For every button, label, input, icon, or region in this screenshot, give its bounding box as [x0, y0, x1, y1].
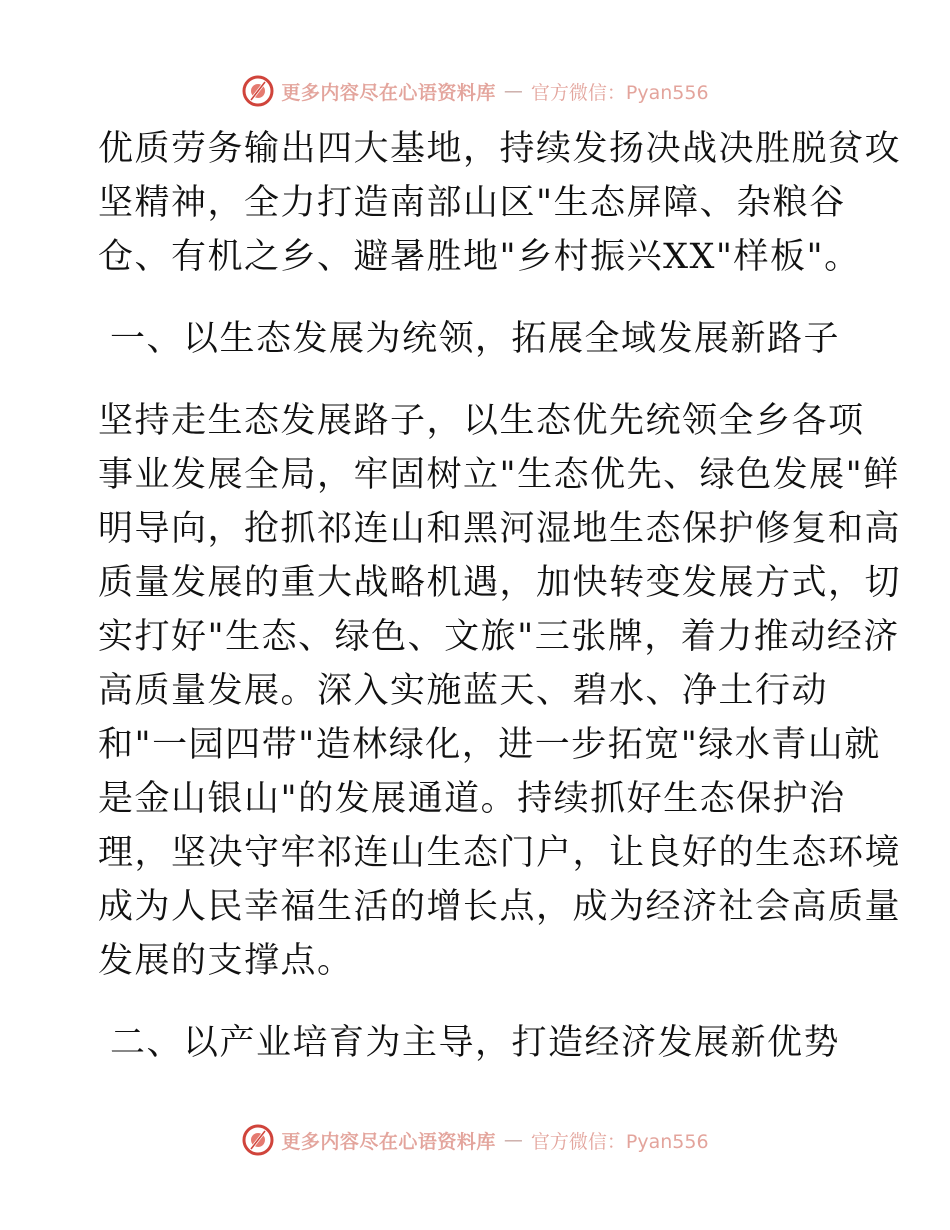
text-line: 实打好"生态、绿色、文旅"三张牌，着力推动经济 [98, 617, 900, 657]
footer-watermark [0, 1120, 950, 1160]
watermark-wechat-text: 官方微信：Pyan556 [530, 1130, 709, 1153]
watermark-dash: — [503, 1129, 523, 1151]
text-line: 优质劳务输出四大基地，持续发扬决战决胜脱贫攻 [98, 129, 902, 169]
text-line: 成为人民幸福生活的增长点，成为经济社会高质量 [98, 887, 902, 927]
brand-logo-icon [241, 1123, 275, 1157]
text-line: 质量发展的重大战略机遇，加快转变发展方式，切 [98, 563, 902, 603]
text-line: 坚持走生态发展路子，以生态优先统领全乡各项 [98, 401, 865, 441]
brand-logo-icon [241, 74, 275, 108]
paragraph-ecology [98, 394, 902, 988]
section-heading-2: 二、以产业培育为主导，打造经济发展新优势 [110, 1023, 841, 1063]
text-line: 理，坚决守牢祁连山生态门户，让良好的生态环境 [98, 833, 902, 873]
text-line: 仓、有机之乡、避暑胜地"乡村振兴XX"样板"。 [98, 237, 861, 277]
text-line: 发展的支撑点。 [98, 941, 354, 981]
text-line: 高质量发展。深入实施蓝天、碧水、净土行动 [98, 671, 829, 711]
text-line: 事业发展全局，牢固树立"生态优先、绿色发展"鲜 [98, 455, 900, 495]
text-line: 和"一园四带"造林绿化，进一步拓宽"绿水青山就 [98, 725, 881, 765]
header-watermark [0, 71, 950, 111]
watermark-wechat-text: 官方微信：Pyan556 [530, 81, 709, 104]
paragraph-intro [98, 122, 902, 284]
document-body [98, 122, 902, 1070]
watermark-dash: — [503, 80, 523, 102]
watermark-site-text: 更多内容尽在心语资料库 [281, 81, 496, 104]
text-line: 是金山银山"的发展通道。持续抓好生态保护治 [98, 779, 846, 819]
watermark-site-text: 更多内容尽在心语资料库 [281, 1130, 496, 1153]
text-line: 坚精神，全力打造南部山区"生态屏障、杂粮谷 [98, 183, 846, 223]
section-heading-1: 一、以生态发展为统领，拓展全域发展新路子 [110, 319, 841, 359]
text-line: 明导向，抢抓祁连山和黑河湿地生态保护修复和高 [98, 509, 902, 549]
